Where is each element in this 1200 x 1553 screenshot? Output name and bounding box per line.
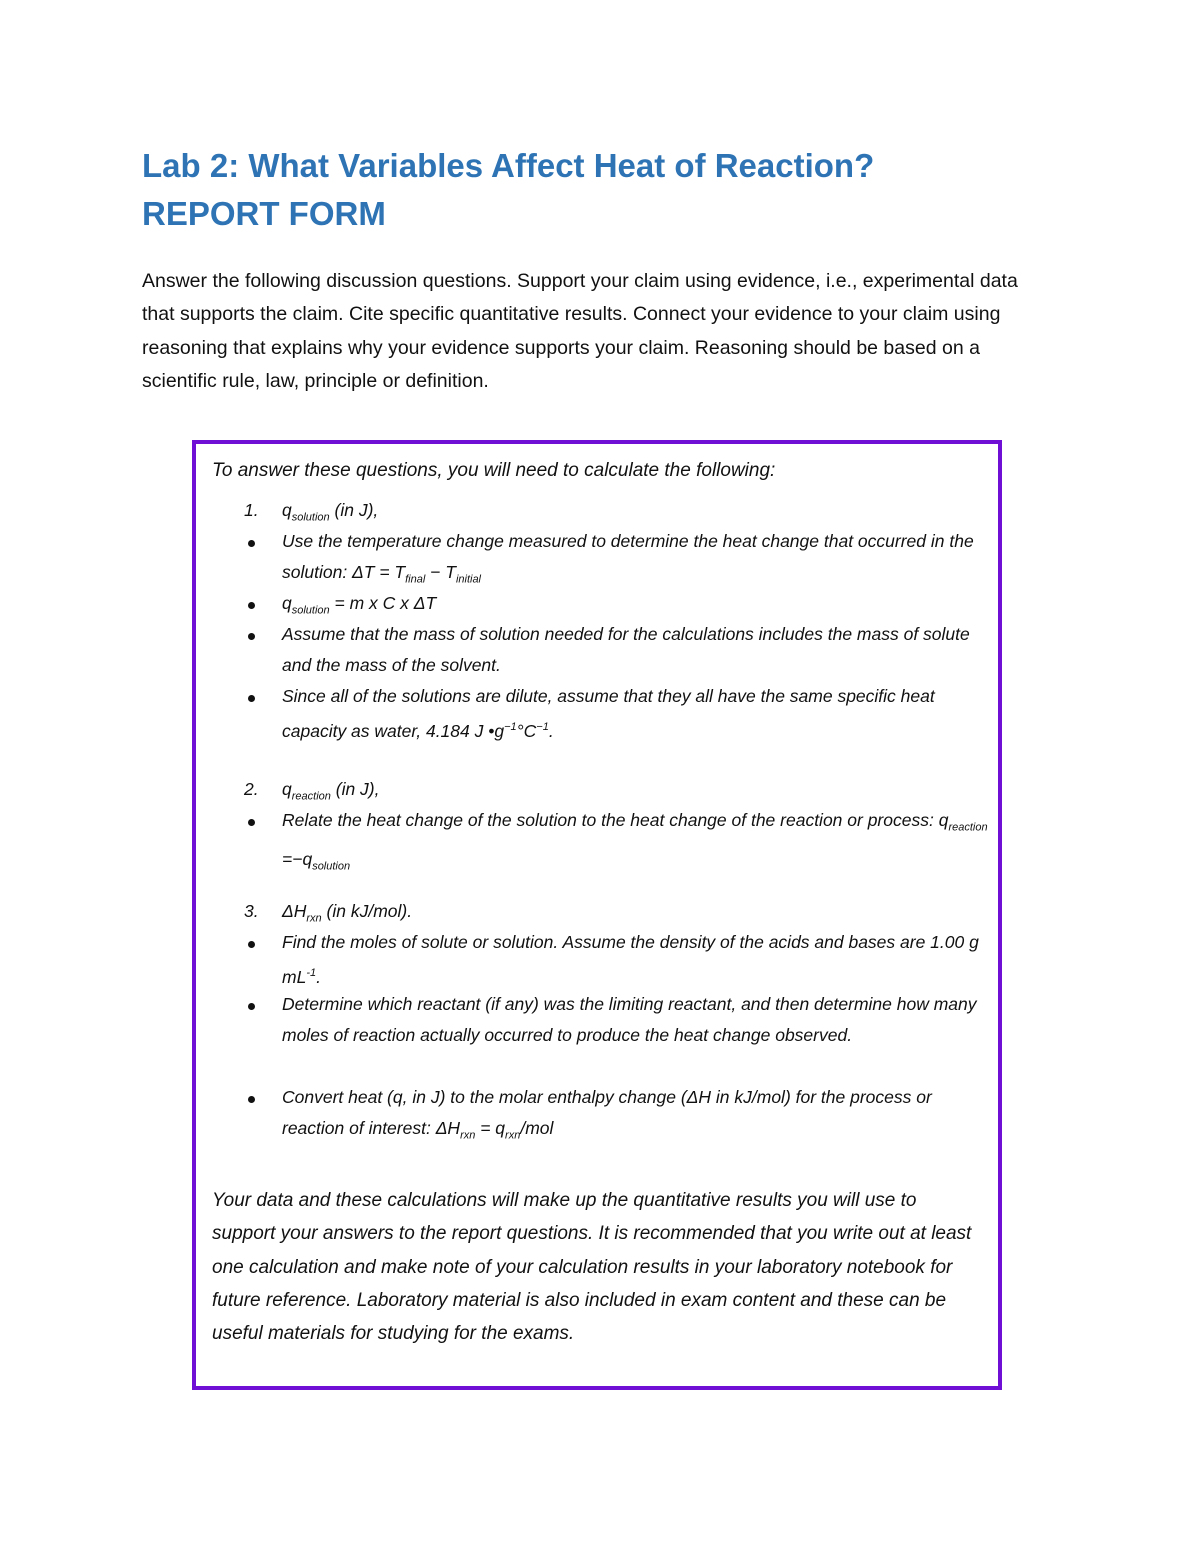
unit-text: (in J), [330, 779, 380, 799]
bullet-text: Since all of the solutions are dilute, assume that they all have the same specific heat capacity as water, 4.184 J •g [282, 686, 935, 741]
title-line-1: Lab 2: What Variables Affect Heat of Reaction? [142, 147, 875, 184]
subscript-solution: solution [291, 604, 330, 617]
unit-text: (in kJ/mol). [321, 901, 413, 921]
subscript-solution: solution [291, 511, 330, 524]
degree-text: °C [516, 720, 537, 741]
bullet-text: Determine which reactant (if any) was the limiting reactant, and then determine how many moles of reaction actually occurred to produce the heat change observed. [282, 994, 977, 1045]
bullet-icon [248, 602, 255, 609]
box-heading: To answer these questions, you will need to calculate the following: [212, 460, 776, 481]
closing-paragraph: Your data and these calculations will make up the quantitative results you will use to support your answers to the report questions. It is recommended that you write out at least one calculation and make note of your calculation results in your laboratory notebook for future reference. Laboratory material is also included in exam content and these can be useful materials for studying for the exams. [212, 1190, 972, 1345]
bullet-text: Relate the heat change of the solution to the heat change of the reaction or process: q [282, 810, 949, 830]
delta-h-symbol: ΔH [282, 901, 307, 921]
subscript-reaction: reaction [291, 790, 331, 803]
superscript: -1 [306, 967, 317, 979]
subscript-rxn: rxn [460, 1129, 476, 1142]
bullet-icon [248, 1003, 255, 1010]
title-line-2: REPORT FORM [142, 195, 386, 232]
unit-text: /mol [520, 1118, 554, 1138]
superscript: −1 [536, 721, 549, 733]
calculation-instructions-box [192, 440, 1002, 1390]
bullet-icon [248, 1096, 255, 1103]
subscript-reaction: reaction [948, 821, 988, 834]
superscript: −1 [504, 721, 517, 733]
bullet-icon [248, 695, 255, 702]
list-number: 3. [244, 901, 259, 921]
unit-text: (in J), [329, 500, 379, 520]
subscript-initial: initial [455, 573, 482, 586]
bullet-icon [248, 633, 255, 640]
page-title [142, 142, 1062, 238]
bullet-text: Convert heat (q, in J) to the molar enthalpy change (ΔH in kJ/mol) for the process or reaction of interest: ΔH [282, 1087, 932, 1138]
bullet-icon [248, 540, 255, 547]
bullet-icon [248, 941, 255, 948]
q-symbol: q [282, 593, 292, 613]
intro-paragraph: Answer the following discussion questions. Support your claim using evidence, i.e., experimental data that supports the claim. Cite specific quantitative results. Connect your evidence to your claim using reasoning that explains why your evidence supports your claim. Reasoning should be based on a scientific rule, law, principle or definition. [142, 270, 1018, 392]
bullet-text: Assume that the mass of solution needed for the calculations includes the mass of solute and the mass of the solvent. [282, 624, 970, 675]
period: . [548, 720, 554, 741]
subscript-final: final [405, 573, 426, 586]
bullet-text: Use the temperature change measured to determine the heat change that occurred in the solution: ΔT = T [282, 531, 974, 582]
equation-text: = q [475, 1118, 506, 1138]
list-number: 1. [244, 500, 259, 520]
bullet-text: Find the moles of solute or solution. Assume the density of the acids and bases are 1.00 g mL [282, 932, 979, 987]
period: . [316, 966, 321, 987]
formula-text: = m x C x ΔT [329, 593, 437, 613]
q-symbol: q [282, 779, 292, 799]
subscript-rxn: rxn [306, 912, 322, 925]
q-symbol: q [282, 500, 292, 520]
minus-text: − T [425, 562, 456, 582]
subscript-solution: solution [312, 860, 351, 872]
equation-text: =−q [282, 848, 313, 869]
list-number: 2. [244, 779, 259, 799]
subscript-rxn: rxn [505, 1129, 521, 1142]
bullet-icon [248, 819, 255, 826]
